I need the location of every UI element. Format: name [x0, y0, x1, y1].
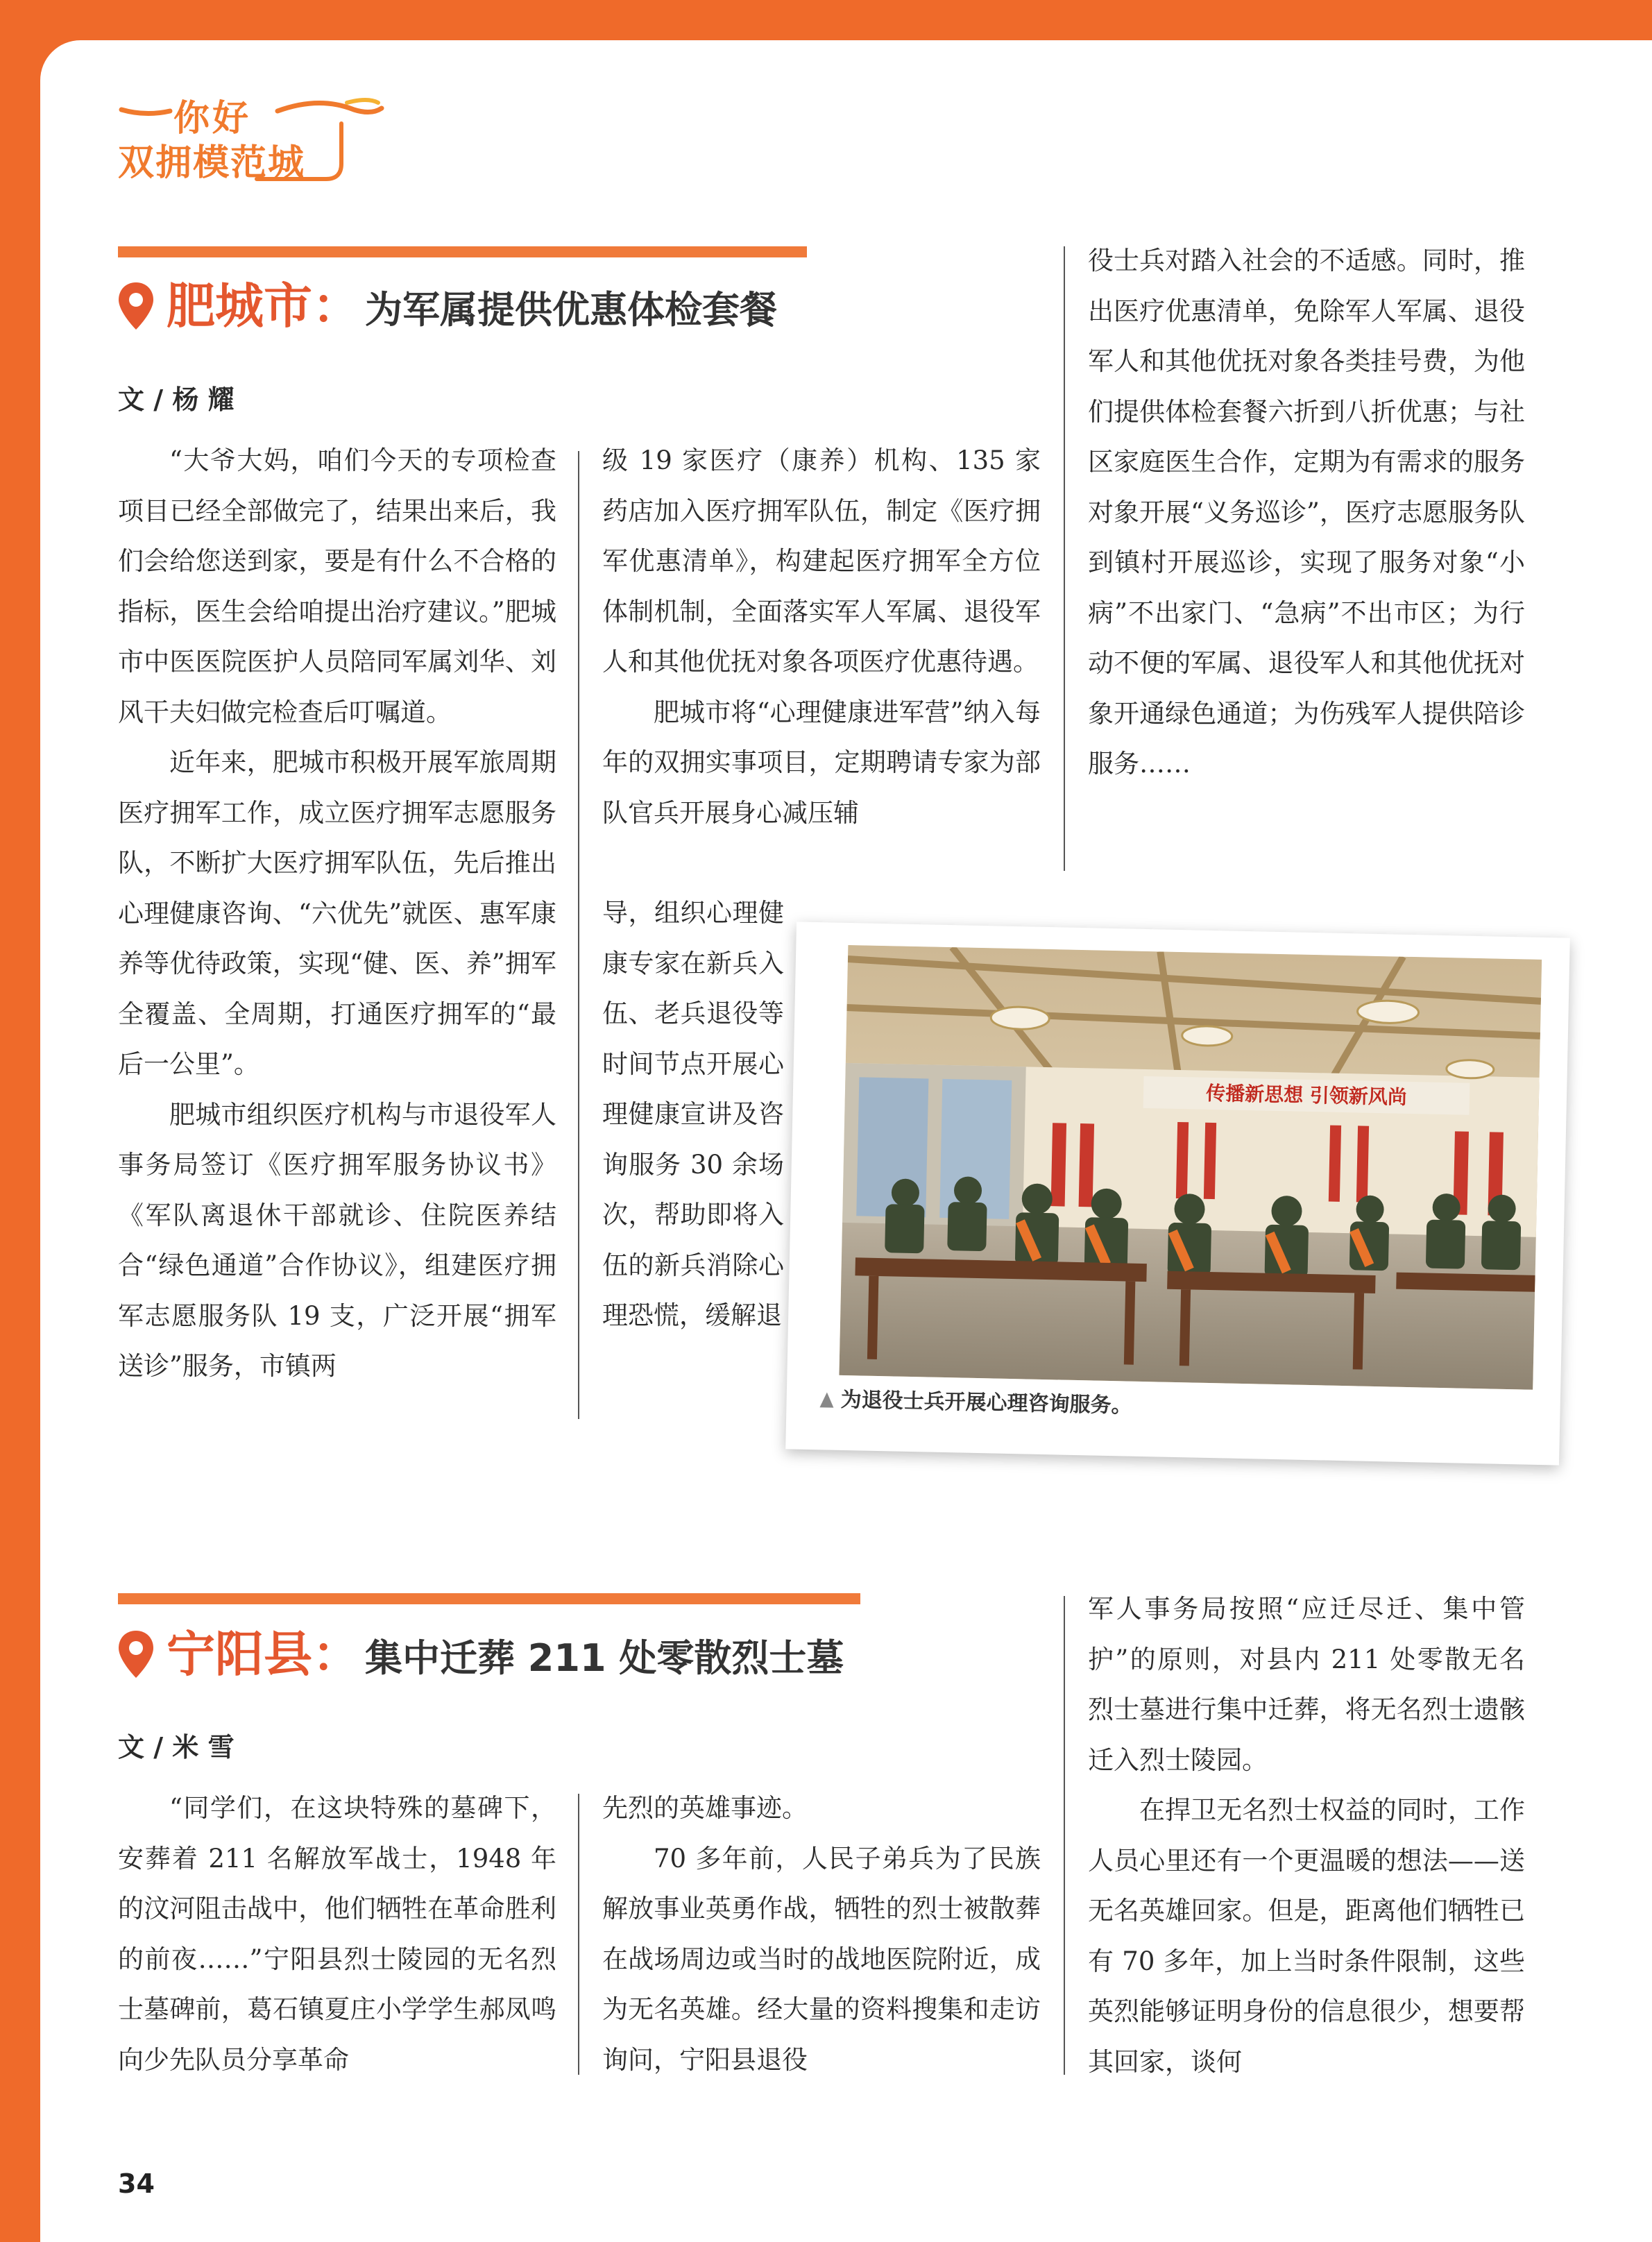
article-subtitle: 集中迁葬 211 处零散烈士墓 [365, 1636, 844, 1680]
section-bar [118, 1593, 860, 1604]
article-subtitle: 为军属提供优惠体检套餐 [365, 288, 777, 332]
column-divider [1064, 1596, 1065, 2075]
paragraph: “大爷大妈，咱们今天的专项检查项目已经全部做完了，结果出来后，我们会给您送到家，要是有什么不合格的指标，医生会给咱提出治疗建议。”肥城市中医医院医护人员陪同军属刘华、刘风干夫妇做完检查后叮嘱道。 [118, 445, 556, 727]
paragraph: 军人事务局按照“应迁尽迁、集中管护”的原则，对县内 211 处零散无名烈士墓进行集中迁葬，将无名烈士遗骸迁入烈士陵园。 [1088, 1594, 1525, 1775]
photo-caption-text: 为退役士兵开展心理咨询服务。 [840, 1387, 1132, 1418]
article-place: 肥城市： [167, 278, 361, 334]
article-title [117, 267, 777, 337]
location-pin-icon [117, 281, 155, 331]
article-column-2 [602, 1783, 1041, 2085]
article-place: 宁阳县： [167, 1626, 361, 1683]
paragraph: 肥城市将“心理健康进军营”纳入每年的双拥实事项目，定期聘请专家为部队官兵开展身心减压辅 [602, 697, 1041, 828]
photo-banner-text: 传播新思想 引领新风尚 [1205, 1081, 1408, 1109]
logo-text-bottom: 双拥模范城 [118, 142, 306, 184]
byline: 文 / 米 雪 [118, 1732, 235, 1763]
classroom-photo [839, 945, 1542, 1390]
paragraph: 70 多年前，人民子弟兵为了民族解放事业英勇作战，牺牲的烈士被散葬在战场周边或当时的战地医院附近，成为无名英雄。经大量的资料搜集和走访询问，宁阳县退役 [602, 1843, 1041, 2075]
column-divider [578, 451, 579, 1419]
article-title [117, 1615, 844, 1685]
paragraph: 在捍卫无名烈士权益的同时，工作人员心里还有一个更温暖的想法——送无名英雄回家。但是，距离他们牺牲已有 70 多年，加上当时条件限制，这些英烈能够证明身份的信息很少，想要帮其回家，谈何 [1088, 1795, 1525, 2077]
paragraph: 近年来，肥城市积极开展军旅周期医疗拥军工作，成立医疗拥军志愿服务队，不断扩大医疗拥军队伍，先后推出心理健康咨询、“六优先”就医、惠军康养等优待政策，实现“健、医、养”拥军全覆盖、全周期，打通医疗拥军的“最后一公里”。 [118, 747, 556, 1079]
article-column-1 [118, 1783, 556, 2085]
paragraph: “同学们，在这块特殊的墓碑下，安葬着 211 名解放军战士，1948 年的汶河阻击战中，他们牺牲在革命胜利的前夜……”宁阳县烈士陵园的无名烈士墓碑前，葛石镇夏庄小学学生郝凤鸣向少先队员分享革命 [118, 1793, 556, 2075]
logo-text-top: 你好 [173, 98, 252, 139]
column-divider [578, 1794, 579, 2075]
location-pin-icon [117, 1629, 155, 1679]
article-column-3 [1088, 236, 1525, 790]
paragraph: 先烈的英雄事迹。 [602, 1793, 808, 1823]
article-column-3 [1088, 1584, 1525, 2087]
classroom-photo-image [839, 945, 1542, 1390]
byline: 文 / 杨 耀 [118, 384, 235, 415]
column-divider [1064, 246, 1065, 871]
column-logo [118, 82, 382, 186]
paragraph: 导，组织心理健康专家在新兵入伍、老兵退役等时间节点开展心理健康宣讲及咨询服务 30 余场次，帮助即将入伍的新兵消除心理恐慌，缓解退 [602, 898, 784, 1330]
paragraph: 肥城市组织医疗机构与市退役军人事务局签订《医疗拥军服务协议书》《军队离退休干部就诊、住院医养结合“绿色通道”合作协议》，组建医疗拥军志愿服务队 19 支，广泛开展“拥军送诊”服务，市镇两 [118, 1099, 556, 1381]
section-bar [118, 246, 807, 257]
photo-card [785, 922, 1570, 1465]
article-column-1 [118, 436, 556, 1392]
article-column-2 [602, 436, 1041, 838]
paragraph: 级 19 家医疗（康养）机构、135 家药店加入医疗拥军队伍，制定《医疗拥军优惠清单》，构建起医疗拥军全方位体制机制，全面落实军人军属、退役军人和其他优抚对象各项医疗优惠待遇。 [602, 445, 1041, 677]
paragraph: 役士兵对踏入社会的不适感。同时，推出医疗优惠清单，免除军人军属、退役军人和其他优抚对象各类挂号费，为他们提供体检套餐六折到八折优惠；与社区家庭医生合作，定期为有需求的服务对象开展“义务巡诊”，医疗志愿服务队到镇村开展巡诊，实现了服务对象“小病”不出家门、“急病”不出市区；为行动不便的军属、退役军人和其他优抚对象开通绿色通道；为伤残军人提供陪诊服务…… [1088, 246, 1525, 779]
page-number: 34 [118, 2168, 155, 2199]
caption-arrow-icon [819, 1392, 833, 1407]
article-column-2-narrow [602, 888, 784, 1341]
photo-caption [819, 1382, 1132, 1418]
